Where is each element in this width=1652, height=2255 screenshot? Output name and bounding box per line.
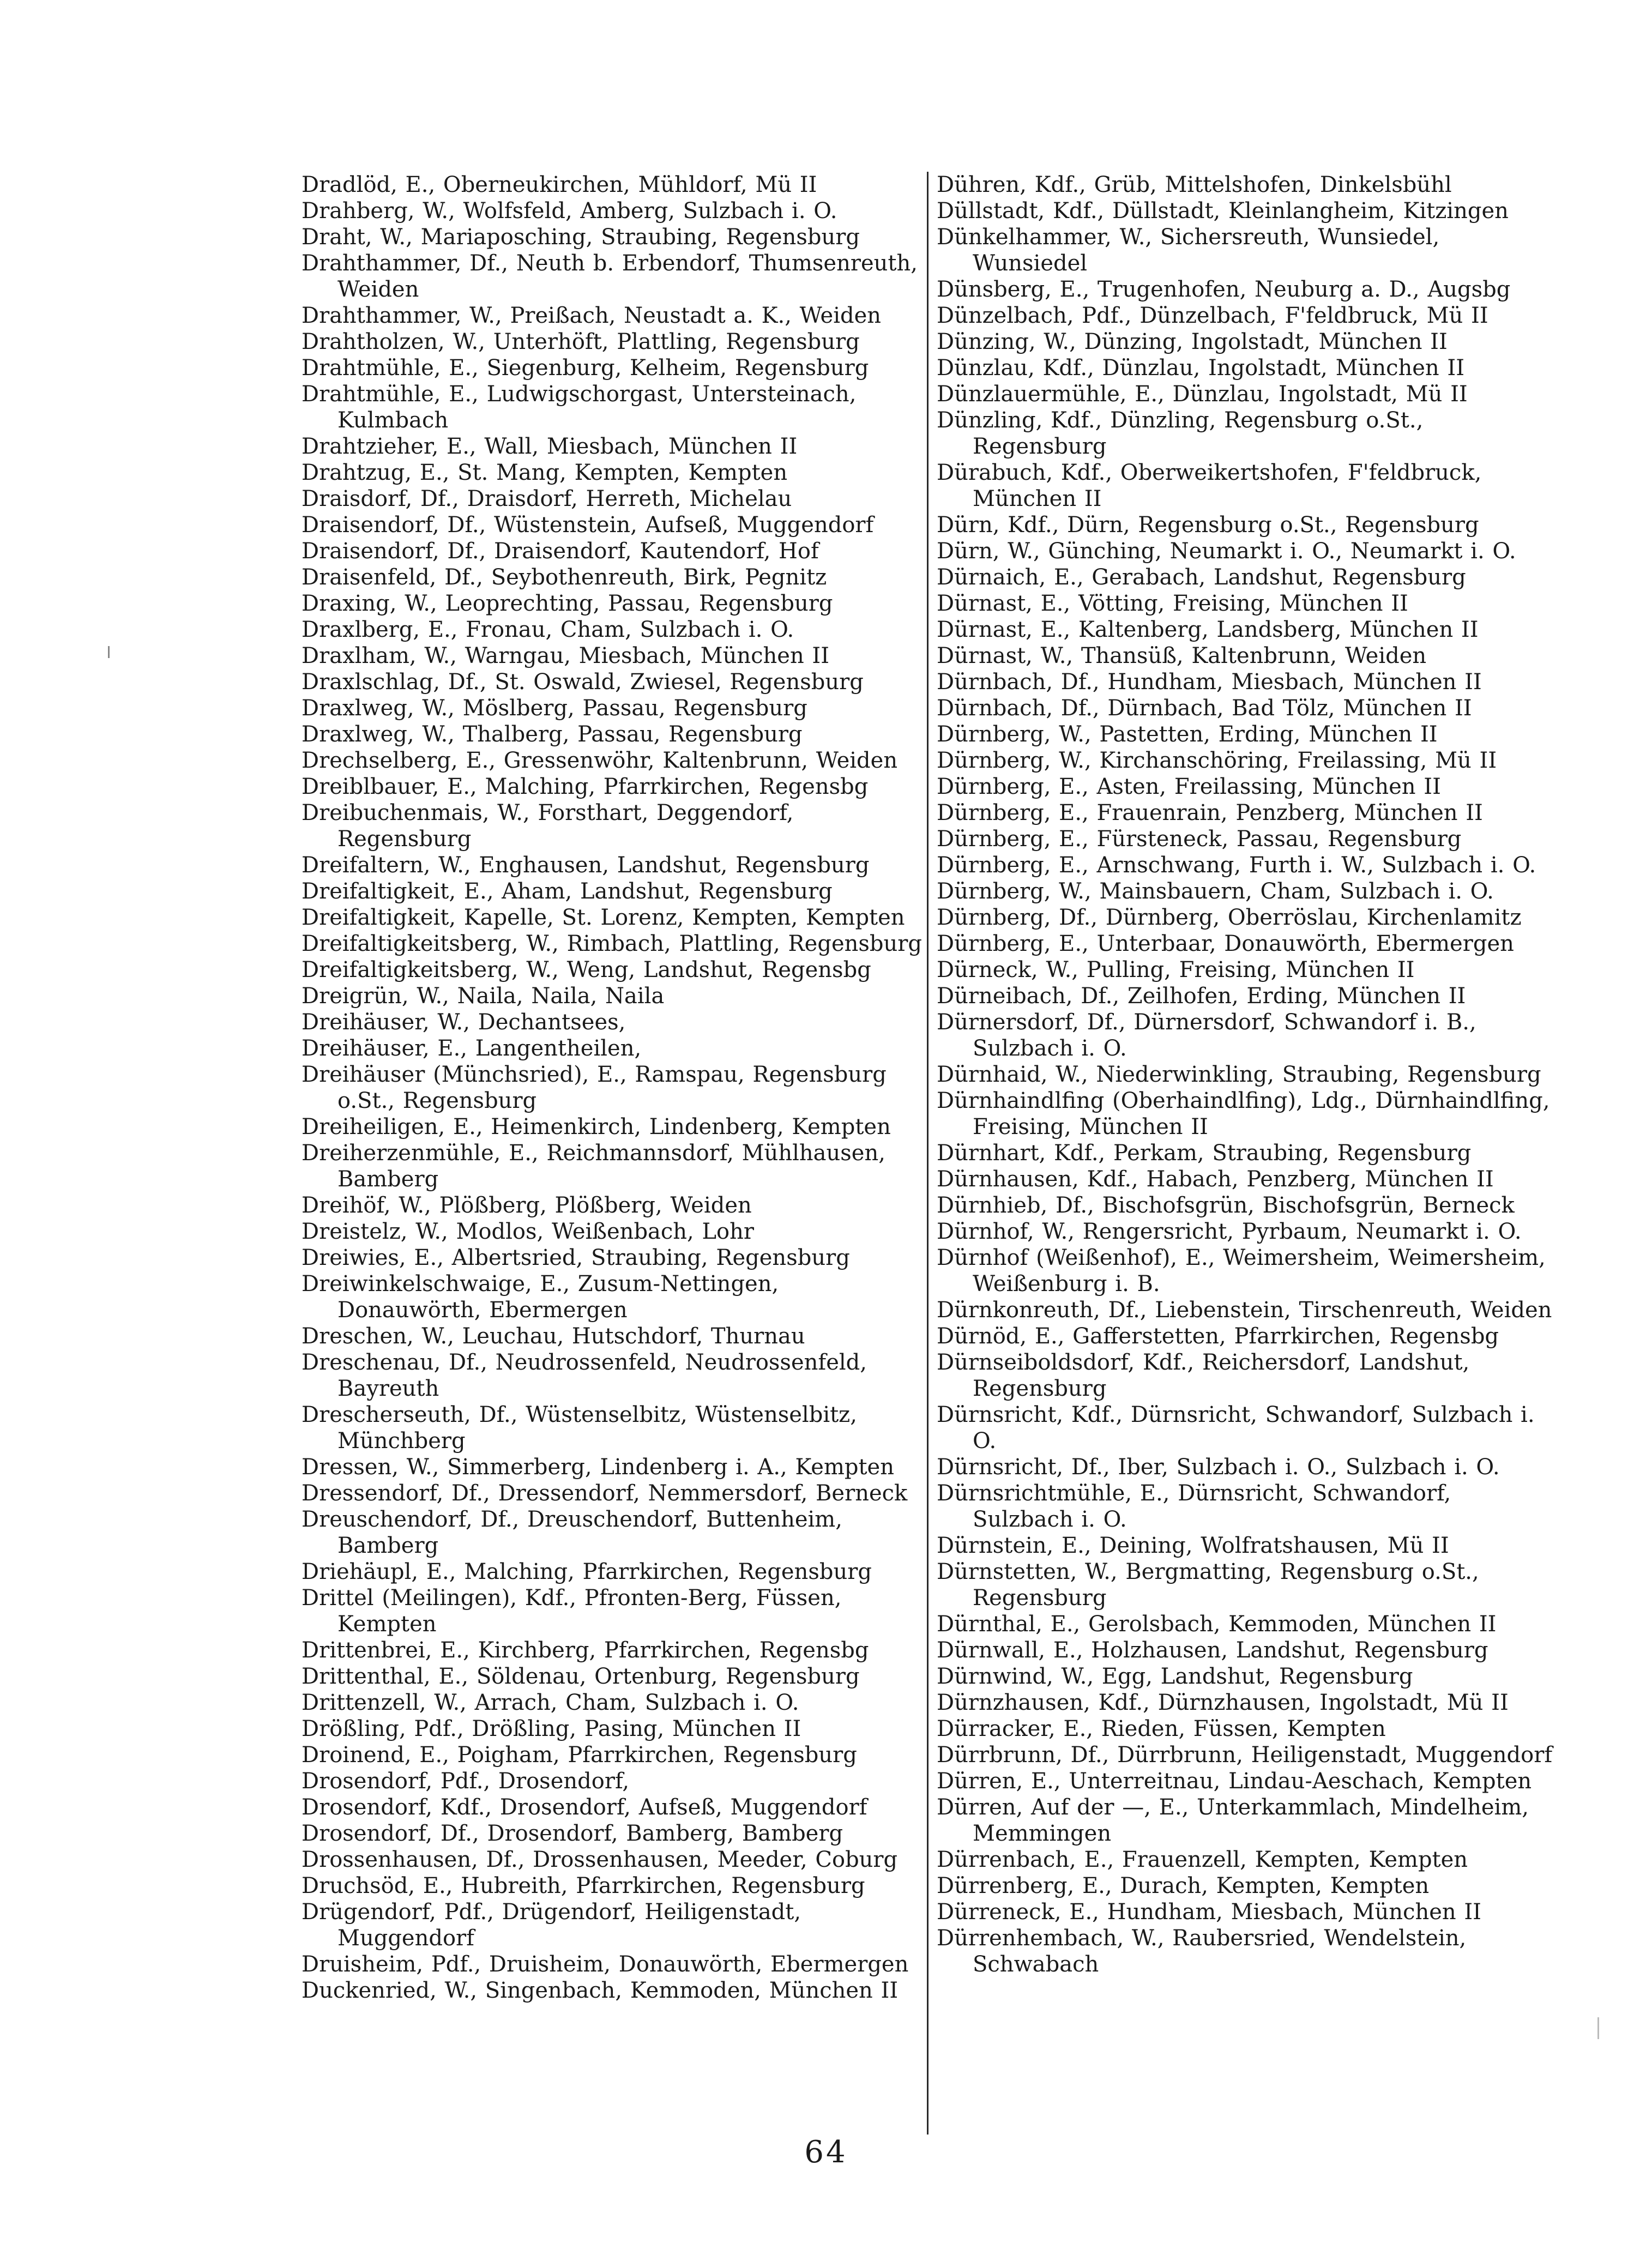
gazetteer-entry: Dreschen, W., Leuchau, Hutschdorf, Thurnau [302,1324,805,1349]
gazetteer-entry: Dürnthal, E., Gerolsbach, Kemmoden, München II [937,1612,1497,1637]
gazetteer-entry: Drescherseuth, Df., Wüstenselbitz, Wüstenselbitz, Münchberg [302,1402,857,1454]
gazetteer-entry: Driehäupl, E., Malching, Pfarrkirchen, Regensburg [302,1559,872,1584]
gazetteer-entry: Dreiwinkelschwaige, E., Zusum-Nettingen, Donauwörth, Ebermergen [302,1271,779,1323]
gazetteer-entry: Dürnhieb, Df., Bischofsgrün, Bischofsgrün, Berneck [937,1193,1515,1218]
gazetteer-entry: Dürnbach, Df., Hundham, Miesbach, München II [937,670,1482,695]
gazetteer-entry: Dürrenhembach, W., Raubersried, Wendelstein, Schwabach [937,1926,1467,1977]
page-number: 64 [804,2135,848,2170]
gazetteer-entry: Dürnsricht, Df., Iber, Sulzbach i. O., Sulzbach i. O. [937,1455,1500,1480]
gazetteer-entry: Dreschenau, Df., Neudrossenfeld, Neudrossenfeld, Bayreuth [302,1350,867,1401]
gazetteer-entry: Dürrenbach, E., Frauenzell, Kempten, Kempten [937,1847,1468,1872]
gazetteer-entry: Dürnberg, Df., Dürnberg, Oberröslau, Kirchenlamitz [937,905,1522,930]
gazetteer-entry: Dürn, W., Günching, Neumarkt i. O., Neumarkt i. O. [937,539,1516,564]
gazetteer-entry: Dürnkonreuth, Df., Liebenstein, Tirschenreuth, Weiden [937,1298,1552,1323]
gazetteer-entry: Dreiwies, E., Albertsried, Straubing, Regensburg [302,1245,850,1270]
gazetteer-entry: Dünsberg, E., Trugenhofen, Neuburg a. D., Augsbg [937,277,1511,302]
gazetteer-entry: Dressen, W., Simmerberg, Lindenberg i. A., Kempten [302,1455,894,1480]
gazetteer-entry: Dreihäuser (Münchsried), E., Ramspau, Regensburg o.St., Regensburg [302,1062,887,1113]
gazetteer-entry: Drahtholzen, W., Unterhöft, Plattling, Regensburg [302,329,860,354]
gazetteer-entry: Dünzing, W., Dünzing, Ingolstadt, München II [937,329,1448,354]
gazetteer-entry: Draisenfeld, Df., Seybothenreuth, Birk, Pegnitz [302,565,827,590]
gazetteer-entry: Druisheim, Pdf., Druisheim, Donauwörth, Ebermergen [302,1952,909,1977]
gazetteer-entry: Drügendorf, Pdf., Drügendorf, Heiligenstadt, Muggendorf [302,1900,801,1951]
gazetteer-entry: Dürneibach, Df., Zeilhofen, Erding, München II [937,984,1466,1009]
gazetteer-entry: Dürnhart, Kdf., Perkam, Straubing, Regensburg [937,1141,1472,1166]
gazetteer-entry: Dürnberg, E., Fürsteneck, Passau, Regensburg [937,827,1462,852]
gazetteer-entry: Dürnwall, E., Holzhausen, Landshut, Regensburg [937,1638,1488,1663]
gazetteer-entry: Dürren, E., Unterreitnau, Lindau-Aeschach, Kempten [937,1769,1532,1794]
gazetteer-entry: Dürrenberg, E., Durach, Kempten, Kempten [937,1873,1430,1898]
gazetteer-entry: Draxlschlag, Df., St. Oswald, Zwiesel, Regensburg [302,670,864,695]
gazetteer-entry: Dürnzhausen, Kdf., Dürnzhausen, Ingolstadt, Mü II [937,1690,1509,1715]
gazetteer-entry: Dreigrün, W., Naila, Naila, Naila [302,984,665,1009]
gazetteer-entry: Draxlberg, E., Fronau, Cham, Sulzbach i. O. [302,617,794,642]
gazetteer-entry: Dürnbach, Df., Dürnbach, Bad Tölz, München II [937,696,1472,721]
gazetteer-entry: Dürnberg, E., Unterbaar, Donauwörth, Ebermergen [937,931,1514,956]
gazetteer-entry: Dreifaltigkeit, Kapelle, St. Lorenz, Kempten, Kempten [302,905,905,930]
gazetteer-entry: Drahberg, W., Wolfsfeld, Amberg, Sulzbach i. O. [302,198,837,224]
gazetteer-entry: Drahtzieher, E., Wall, Miesbach, München II [302,434,798,459]
gazetteer-entry: Dradlöd, E., Oberneukirchen, Mühldorf, Mü II [302,172,817,197]
gazetteer-entry: Draxlweg, W., Thalberg, Passau, Regensburg [302,722,803,747]
scan-mark [1597,2017,1599,2039]
gazetteer-entry: Dürnersdorf, Df., Dürnersdorf, Schwandorf i. B., Sulzbach i. O. [937,1010,1476,1061]
gazetteer-entry: Drahtmühle, E., Siegenburg, Kelheim, Regensburg [302,355,869,381]
gazetteer-entry: Drosendorf, Pdf., Drosendorf, [302,1769,630,1794]
gazetteer-entry: Dreistelz, W., Modlos, Weißenbach, Lohr [302,1219,755,1244]
gazetteer-entry: Drosendorf, Kdf., Drosendorf, Aufseß, Muggendorf [302,1795,867,1820]
gazetteer-entry: Dreifaltern, W., Enghausen, Landshut, Regensburg [302,853,870,878]
gazetteer-entry: Drittenthal, E., Söldenau, Ortenburg, Regensburg [302,1664,860,1689]
gazetteer-entry: Dürnhaindlfing (Oberhaindlfing), Ldg., Dürnhaindlfing, Freising, München II [937,1088,1550,1139]
gazetteer-entry: Dürabuch, Kdf., Oberweikertshofen, F'feldbruck, München II [937,460,1482,511]
gazetteer-entry: Dürnsrichtmühle, E., Dürnsricht, Schwandorf, Sulzbach i. O. [937,1481,1451,1532]
column-divider [927,172,929,2135]
gazetteer-entry: Drechselberg, E., Gressenwöhr, Kaltenbrunn, Weiden [302,748,898,773]
gazetteer-entry: Draxing, W., Leoprechting, Passau, Regensburg [302,591,833,616]
gazetteer-entry: Dürnast, E., Vötting, Freising, München II [937,591,1408,616]
gazetteer-entry: Dürnberg, W., Pastetten, Erding, München II [937,722,1438,747]
gazetteer-entry: Drosendorf, Df., Drosendorf, Bamberg, Bamberg [302,1821,843,1846]
gazetteer-entry: Dürnberg, E., Arnschwang, Furth i. W., Sulzbach i. O. [937,853,1536,878]
gazetteer-entry: Dressendorf, Df., Dressendorf, Nemmersdorf, Berneck [302,1481,908,1506]
gazetteer-entry: Dühren, Kdf., Grüb, Mittelshofen, Dinkelsbühl [937,172,1452,197]
gazetteer-entry: Dünzlauermühle, E., Dünzlau, Ingolstadt, Mü II [937,382,1468,407]
gazetteer-entry: Dünzling, Kdf., Dünzling, Regensburg o.St., Regensburg [937,408,1424,459]
gazetteer-entry: Drossenhausen, Df., Drossenhausen, Meeder, Coburg [302,1847,898,1872]
gazetteer-entry: Drittenzell, W., Arrach, Cham, Sulzbach i. O. [302,1690,799,1715]
gazetteer-entry: Draisendorf, Df., Draisendorf, Kautendorf, Hof [302,539,819,564]
gazetteer-entry: Druchsöd, E., Hubreith, Pfarrkirchen, Regensburg [302,1873,865,1898]
gazetteer-entry: Draxlham, W., Warngau, Miesbach, München II [302,643,830,668]
gazetteer-entry: Dreibuchenmais, W., Forsthart, Deggendorf, Regensburg [302,800,794,852]
gazetteer-entry: Dreiblbauer, E., Malching, Pfarrkirchen, Regensbg [302,774,869,799]
gazetteer-entry: Drößling, Pdf., Drößling, Pasing, München II [302,1716,801,1741]
gazetteer-entry: Dreiheiligen, E., Heimenkirch, Lindenberg, Kempten [302,1114,891,1139]
gazetteer-entry: Dürnstein, E., Deining, Wolfratshausen, Mü II [937,1533,1449,1558]
gazetteer-entry: Draisdorf, Df., Draisdorf, Herreth, Michelau [302,486,792,511]
gazetteer-entry: Draxlweg, W., Möslberg, Passau, Regensburg [302,696,807,721]
gazetteer-entry: Droinend, E., Poigham, Pfarrkirchen, Regensburg [302,1742,857,1768]
gazetteer-entry: Dünkelhammer, W., Sichersreuth, Wunsiedel, Wunsiedel [937,225,1440,276]
gazetteer-entry: Dürn, Kdf., Dürn, Regensburg o.St., Regensburg [937,512,1479,538]
gazetteer-entry: Dürnberg, E., Asten, Freilassing, München II [937,774,1441,799]
left-column [302,172,923,2004]
gazetteer-entry: Drittenbrei, E., Kirchberg, Pfarrkirchen, Regensbg [302,1638,869,1663]
gazetteer-entry: Dürnhausen, Kdf., Habach, Penzberg, München II [937,1167,1494,1192]
gazetteer-entry: Dürren, Auf der —, E., Unterkammlach, Mindelheim, Memmingen [937,1795,1529,1846]
right-column [937,172,1558,1977]
gazetteer-entry: Dreihöf, W., Plößberg, Plößberg, Weiden [302,1193,752,1218]
gazetteer-entry: Dürnberg, W., Mainsbauern, Cham, Sulzbach i. O. [937,879,1494,904]
gazetteer-entry: Dürracker, E., Rieden, Füssen, Kempten [937,1716,1386,1741]
gazetteer-entry: Dünzlau, Kdf., Dünzlau, Ingolstadt, München II [937,355,1465,381]
gazetteer-entry: Dreuschendorf, Df., Dreuschendorf, Buttenheim, Bamberg [302,1507,842,1558]
gazetteer-entry: Dreihäuser, E., Langentheilen, [302,1036,642,1061]
gazetteer-entry: Dürnwind, W., Egg, Landshut, Regensburg [937,1664,1413,1689]
gazetteer-entry: Duckenried, W., Singenbach, Kemmoden, München II [302,1978,899,2003]
gazetteer-entry: Dürnhof, W., Rengersricht, Pyrbaum, Neumarkt i. O. [937,1219,1522,1244]
gazetteer-entry: Dürnsricht, Kdf., Dürnsricht, Schwandorf, Sulzbach i. O. [937,1402,1535,1454]
gazetteer-entry: Dreihäuser, W., Dechantsees, [302,1010,626,1035]
gazetteer-entry: Dürnaich, E., Gerabach, Landshut, Regensburg [937,565,1466,590]
gazetteer-entry: Drahthammer, W., Preißach, Neustadt a. K., Weiden [302,303,882,328]
gazetteer-entry: Draisendorf, Df., Wüstenstein, Aufseß, Muggendorf [302,512,874,538]
gazetteer-entry: Dürnberg, W., Kirchanschöring, Freilassing, Mü II [937,748,1497,773]
gazetteer-entry: Dürneck, W., Pulling, Freising, München II [937,957,1415,982]
gazetteer-entry: Dreifaltigkeitsberg, W., Rimbach, Plattling, Regensburg [302,931,922,956]
gazetteer-entry: Dreifaltigkeitsberg, W., Weng, Landshut, Regensbg [302,957,871,982]
gazetteer-entry: Dürnast, W., Thansüß, Kaltenbrunn, Weiden [937,643,1427,668]
scan-mark [108,646,110,658]
gazetteer-entry: Drahtzug, E., St. Mang, Kempten, Kempten [302,460,788,485]
gazetteer-entry: Dürnhof (Weißenhof), E., Weimersheim, Weimersheim, Weißenburg i. B. [937,1245,1546,1297]
gazetteer-entry: Drahthammer, Df., Neuth b. Erbendorf, Thumsenreuth, Weiden [302,251,918,302]
gazetteer-entry: Dürnberg, E., Frauenrain, Penzberg, München II [937,800,1483,825]
gazetteer-entry: Dürnhaid, W., Niederwinkling, Straubing, Regensburg [937,1062,1541,1087]
gazetteer-entry: Dürreneck, E., Hundham, Miesbach, München II [937,1900,1481,1925]
gazetteer-entry: Drittel (Meilingen), Kdf., Pfronten-Berg, Füssen, Kempten [302,1585,842,1637]
gazetteer-entry: Dürnast, E., Kaltenberg, Landsberg, München II [937,617,1479,642]
gazetteer-entry: Dürnöd, E., Gafferstetten, Pfarrkirchen, Regensbg [937,1324,1499,1349]
gazetteer-entry: Dreifaltigkeit, E., Aham, Landshut, Regensburg [302,879,833,904]
gazetteer-entry: Drahtmühle, E., Ludwigschorgast, Untersteinach, Kulmbach [302,382,857,433]
gazetteer-entry: Dünzelbach, Pdf., Dünzelbach, F'feldbruck, Mü II [937,303,1488,328]
gazetteer-entry: Dreiherzenmühle, E., Reichmannsdorf, Mühlhausen, Bamberg [302,1141,885,1192]
gazetteer-entry: Dürnseiboldsdorf, Kdf., Reichersdorf, Landshut, Regensburg [937,1350,1470,1401]
gazetteer-entry: Draht, W., Mariaposching, Straubing, Regensburg [302,225,860,250]
gazetteer-entry: Düllstadt, Kdf., Düllstadt, Kleinlangheim, Kitzingen [937,198,1509,224]
gazetteer-entry: Dürrbrunn, Df., Dürrbrunn, Heiligenstadt, Muggendorf [937,1742,1553,1768]
gazetteer-entry: Dürnstetten, W., Bergmatting, Regensburg o.St., Regensburg [937,1559,1479,1611]
